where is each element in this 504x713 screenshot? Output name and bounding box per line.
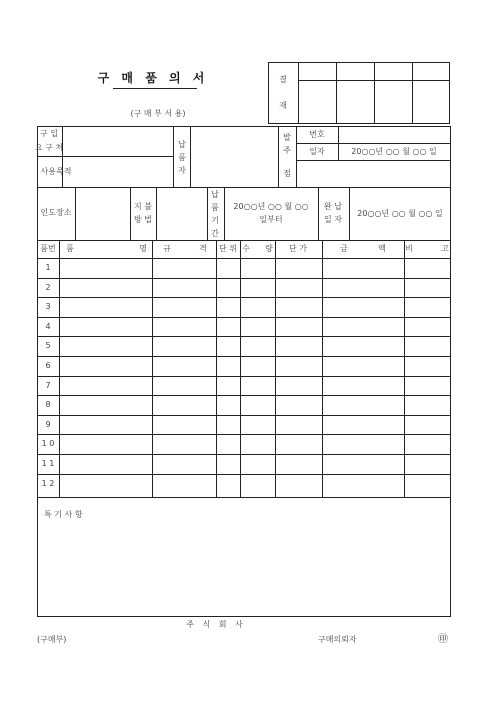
row-divider — [37, 415, 451, 416]
row-number: 2 — [45, 283, 51, 292]
order-label: 발 주 — [283, 133, 291, 155]
col-spec-2: 격 — [199, 244, 207, 253]
row-divider — [37, 336, 451, 337]
row-number: 4 — [45, 322, 51, 331]
period-value-2: 일부터 — [259, 215, 283, 224]
completion-label-1: 완 납 — [324, 202, 342, 211]
col-note-1: 비 — [405, 244, 413, 253]
approval-label-2: 재 — [279, 101, 287, 110]
col-qty-1: 수 — [242, 244, 250, 253]
row-number: 5 — [45, 341, 51, 350]
supplier-label: 납 품 자 — [178, 140, 186, 175]
row-divider — [37, 474, 451, 475]
remarks-label: 특 기 사 항 — [44, 510, 83, 519]
col-name-2: 명 — [139, 244, 147, 253]
order-date-label: 일자 — [309, 147, 325, 156]
row-number: 9 — [45, 420, 51, 429]
row-divider — [37, 454, 451, 455]
payment-label-2: 방 법 — [134, 215, 152, 224]
approval-label-1: 결 — [279, 75, 287, 84]
order-date-value: 20○○년 ○○ 월 ○○ 일 — [351, 147, 437, 156]
row-divider — [37, 395, 451, 396]
row-divider — [37, 278, 451, 279]
requester-label-1: 구 입 — [40, 129, 58, 138]
row-number: 1 2 — [41, 479, 55, 488]
col-amount-2: 액 — [378, 244, 386, 253]
col-amount-1: 금 — [340, 244, 348, 253]
row-number: 6 — [45, 361, 51, 370]
row-number: 1 — [45, 263, 51, 272]
row-divider — [37, 434, 451, 435]
delivery-place-label: 인도장소 — [40, 208, 72, 217]
row-divider — [37, 297, 451, 298]
department-label: (구매부) — [37, 635, 67, 644]
requester-sign-label: 구매의뢰자 — [318, 635, 357, 644]
order-form — [34, 126, 451, 617]
row-number: 1 0 — [41, 439, 55, 448]
purpose-label: 사용목적 — [40, 167, 72, 176]
period-value-1: 20○○년 ○○ 월 ○○ — [233, 202, 309, 211]
col-price: 단 가 — [289, 244, 307, 253]
row-number: 1 1 — [41, 459, 55, 468]
row-number: 8 — [45, 400, 51, 409]
page-title: 구 매 품 의 서 — [97, 71, 209, 85]
row-divider — [37, 376, 451, 377]
page-subtitle: (구 매 부 서 용) — [130, 109, 186, 118]
company-name: 주 식 회 사 — [186, 620, 246, 629]
completion-label-2: 일 자 — [324, 215, 342, 224]
period-label: 납 품 기 간 — [211, 190, 219, 238]
completion-date: 20○○년 ○○ 월 ○○ 일 — [357, 209, 443, 218]
col-note-2: 고 — [441, 244, 449, 253]
row-divider — [37, 317, 451, 318]
row-number: 7 — [45, 381, 51, 390]
seal-mark: ㊞ — [438, 634, 448, 645]
row-divider — [37, 356, 451, 357]
order-number-label: 번호 — [309, 130, 325, 139]
payment-label-1: 지 불 — [134, 202, 152, 211]
col-unit: 단 위 — [219, 244, 237, 253]
col-qty-2: 량 — [265, 244, 273, 253]
title-underline — [113, 88, 197, 89]
row-number: 3 — [45, 302, 51, 311]
col-spec-1: 규 — [163, 244, 171, 253]
seal-label: 점 — [283, 169, 291, 178]
approval-box — [268, 62, 450, 124]
requester-label-2: 요 구 처 — [34, 143, 64, 152]
col-name-1: 품 — [66, 244, 74, 253]
col-no: 품번 — [40, 244, 56, 253]
